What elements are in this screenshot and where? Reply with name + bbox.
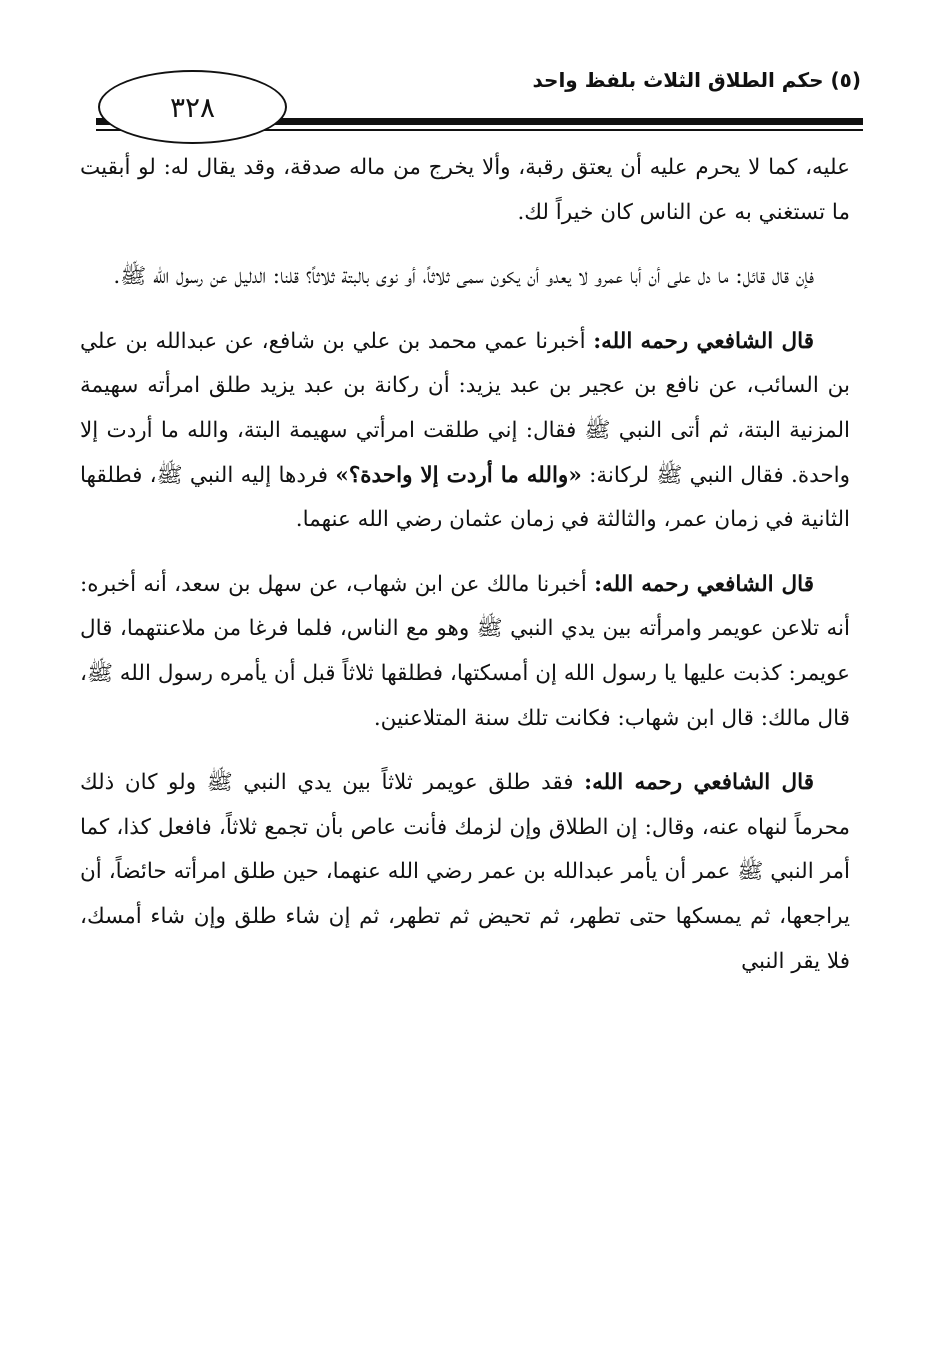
running-title: (٥) حكم الطلاق الثلاث بلفظ واحد	[532, 68, 861, 92]
page-number-oval	[98, 70, 287, 144]
paragraph-text: أخبرنا مالك عن ابن شهاب، عن سهل بن سعد، أنه أخبره: أنه تلاعن عويمر وامرأته بين يدي النبي ﷺ وهو مع الناس، فلما فرغا من ملاعنتهما، قال عويمر: كذبت عليها يا رسول الله إن أمسكتها، فطلقها ثلاثاً قبل أن يأمره رسول الله ﷺ، قال مالك: قال ابن شهاب: فكانت تلك سنة المتلاعنين.	[80, 571, 850, 731]
paragraph-tail: فردها إليه النبي ﷺ، فطلقها الثانية في زمان عمر، والثالثة في زمان عثمان رضي الله عنهما.	[80, 462, 850, 533]
paragraph-text: عليه، كما لا يحرم عليه أن يعتق رقبة، وألا يخرج من ماله صدقة، وقد يقال له: لو أبقيت ما تستغني به عن الناس كان خيراً لك.	[80, 155, 850, 225]
paragraph-lead: قال الشافعي رحمه الله:	[593, 328, 814, 354]
body-text	[80, 146, 850, 1004]
paragraph-lead: قال الشافعي رحمه الله:	[584, 770, 814, 796]
paragraph-2	[80, 255, 850, 300]
hadith-quote: «والله ما أردت إلا واحدة؟»	[335, 462, 582, 488]
paragraph-3	[80, 320, 850, 543]
paragraph-lead: قال الشافعي رحمه الله:	[594, 571, 814, 597]
paragraph-1	[80, 146, 850, 235]
paragraph-4	[80, 563, 850, 741]
paragraph-text: فقد طلق عويمر ثلاثاً بين يدي النبي ﷺ ولو كان ذلك محرماً لنهاه عنه، وقال: إن الطلاق وإن لزمك فأنت عاص بأن تجمع ثلاثاً، فافعل كذا، كما أمر النبي ﷺ عمر أن يأمر عبدالله بن عمر رضي الله عنهما، حين طلق امرأته حائضاً، أن يراجعها، ثم يمسكها حتى تطهر، ثم تحيض ثم تطهر، ثم إن شاء طلق وإن شاء أمسك، فلا يقر النبي	[80, 770, 850, 974]
paragraph-5	[80, 761, 850, 984]
paragraph-text: فإن قال قائل: ما دل على أن أبا عمرو لا يعدو أن يكون سمى ثلاثاً، أو نوى بالبتة ثلاثاً؟ قلنا: الدليل عن رسول الله ﷺ.	[113, 264, 814, 290]
page-number: ٣٢٨	[169, 90, 216, 124]
paragraph-text: أخبرنا عمي محمد بن علي بن شافع، عن عبدالله بن علي بن السائب، عن نافع بن عجير بن عبد يزيد: أن ركانة بن عبد يزيد طلق امرأته سهيمة المزنية البتة، ثم أتى النبي ﷺ فقال: إني طلقت امرأتي سهيمة البتة، والله ما أردت إلا واحدة. فقال النبي ﷺ لركانة:	[80, 328, 851, 488]
